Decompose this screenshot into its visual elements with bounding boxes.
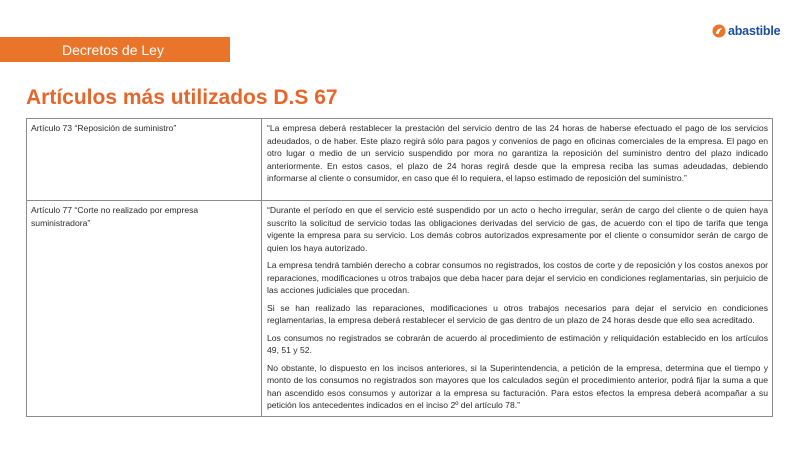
section-label: Decretos de Ley — [62, 41, 164, 58]
articles-table — [26, 118, 773, 417]
article-paragraph: No obstante, lo dispuesto en los incisos anteriores, si la Superintendencia, a petición de la empresa, determina que el tiempo y monto de los consumos no registrados son mayores que los calculados según el procedimiento anterior, podrá fijar la suma a que han ascendido esos consumos y autorizar a la empresa su facturación. Para estos efectos la empresa deberá acompañar a su petición los antecedentes indicados en el inciso 2º del artículo 78.” — [267, 362, 768, 410]
article-name: Artículo 77 “Corte no realizado por empresa suministradora” — [31, 205, 199, 228]
table-row — [27, 119, 773, 201]
page-title: Artículos más utilizados D.S 67 — [26, 86, 338, 109]
abastible-logo — [712, 23, 780, 39]
article-text-cell — [262, 119, 773, 201]
article-name-cell — [27, 119, 262, 201]
article-name-cell — [27, 201, 262, 417]
article-paragraph: “La empresa deberá restablecer la prestación del servicio dentro de las 24 horas de haberse efectuado el pago de los servicios adeudados, o de haber. Este plazo regirá sólo para pagos y convenios de pago en oficinas comerciales de la empresa. El pago en otro lugar o medio de un servicio suspendido por mora no garantiza la reposición del suministro dentro del plazo indicado anteriormente. En estos casos, el plazo de 24 horas regirá desde que la empresa reciba las sumas adeudadas, debiendo informarse al cliente o consumidor, en caso que él lo requiera, el lapso estimado de reposición del suministro.” — [267, 123, 768, 183]
article-paragraph: Los consumos no registrados se cobrarán de acuerdo al procedimiento de estimación y reliquidación establecido en los artículos 49, 51 y 52. — [267, 332, 768, 355]
abastible-flame-logo-icon — [712, 24, 726, 38]
article-text-cell — [262, 201, 773, 417]
article-paragraph: “Durante el período en que el servicio esté suspendido por un acto o hecho irregular, serán de cargo del cliente o de quien haya suscrito la solicitud de servicio todas las obligaciones derivadas del servicio de gas, de acuerdo con el tipo de tarifa que tenga vigente la empresa para su servicio. Los demás cobros autorizados expresamente por el cliente o consumidor serán de cargo de quien los haya autorizado. — [267, 205, 768, 253]
section-banner — [0, 37, 230, 62]
article-paragraph: La empresa tendrá también derecho a cobrar consumos no registrados, los costos de corte y de reposición y los costos anexos por reparaciones, modificaciones u otros trabajos que deba hacer para dejar el servicio en condiciones reglamentarias, sin perjuicio de las acciones judiciales que procedan. — [267, 260, 768, 295]
logo-text: abastible — [728, 24, 781, 38]
article-name: Artículo 73 “Reposición de suministro” — [31, 123, 177, 133]
table-row — [27, 201, 773, 417]
article-paragraph: Si se han realizado las reparaciones, modificaciones u otros trabajos necesarios para dejar el servicio en condiciones reglamentarias, la empresa deberá restablecer el servicio de gas dentro de un plazo de 24 horas desde que ello sea acreditado. — [267, 302, 768, 325]
